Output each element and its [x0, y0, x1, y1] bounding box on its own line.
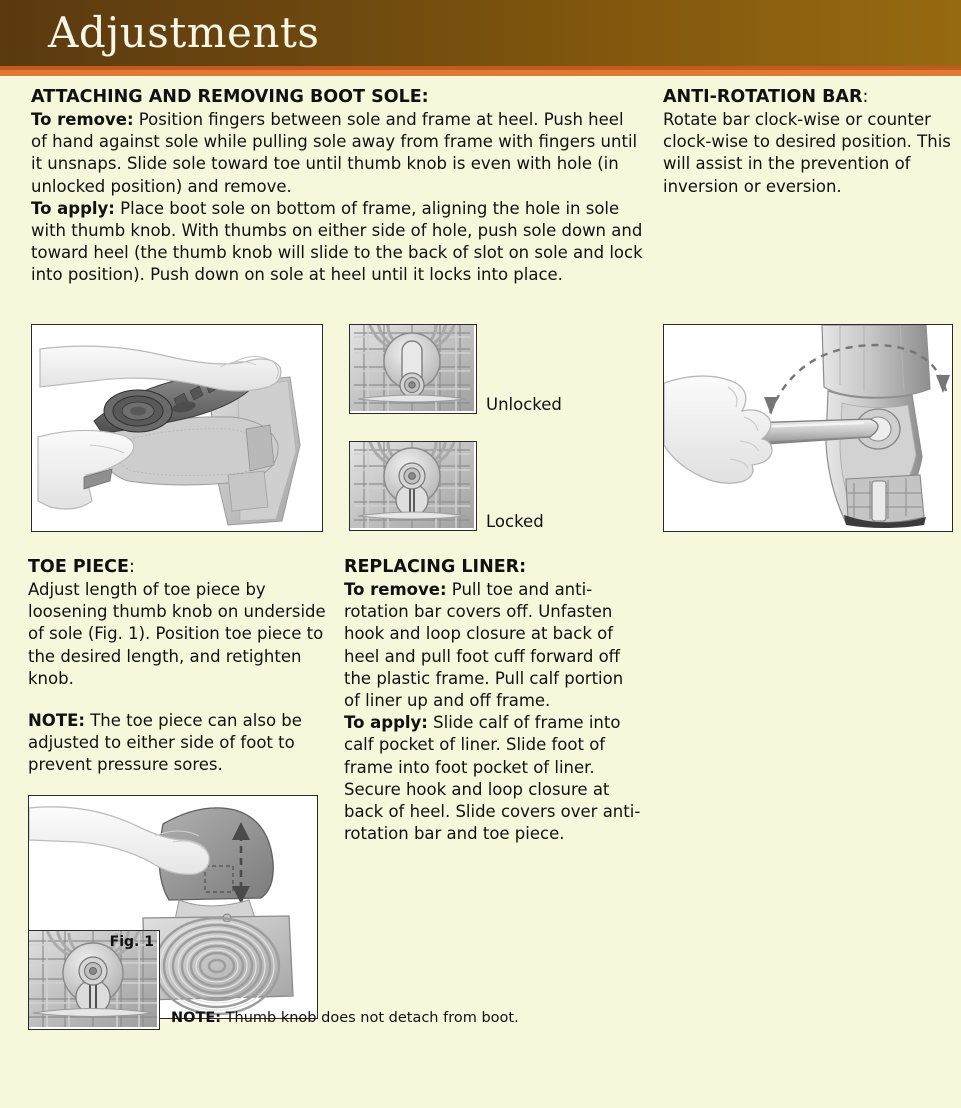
replacing-liner-remove-paragraph [344, 579, 644, 712]
replacing-liner-remove-label: To remove: [344, 580, 447, 599]
replacing-liner-apply-text: Slide calf of frame into calf pocket of liner. Slide foot of frame into foot pocket of liner. Secure hook and loop closure at back of heel. Slide covers over anti-rotation bar and toe piece. [344, 713, 641, 844]
anti-rotation-heading [663, 86, 951, 108]
anti-rotation-heading-bold: ANTI-ROTATION BAR [663, 87, 863, 107]
figure-label-fig1: Fig. 1 [109, 934, 154, 950]
page-title: Adjustments [48, 8, 320, 57]
note-thumb-knob [171, 1009, 671, 1028]
section-replacing-liner [344, 556, 644, 845]
boot-sole-remove-label: To remove: [31, 110, 134, 129]
replacing-liner-apply-label: To apply: [344, 713, 428, 733]
boot-sole-apply-text: Place boot sole on bottom of frame, aligning the hole in sole with thumb knob. With thumbs on either side of hole, push sole down and toward heel (the thumb knob will slide to the back of slot on sole and lock into position). Push down on sole at heel until it locks into place. [31, 198, 643, 285]
toe-piece-text: Adjust length of toe piece by loosening thumb knob on underside of sole (Fig. 1). Position toe piece to the desired length, and retighten knob. [28, 580, 326, 688]
boot-sole-apply-paragraph [31, 198, 643, 287]
figure-removing-boot-sole [31, 324, 323, 532]
toe-piece-heading [28, 556, 328, 578]
replacing-liner-heading: REPLACING LINER: [344, 557, 527, 577]
thumb-knob-unlocked-illustration [350, 325, 474, 411]
toe-piece-note-label: NOTE: [28, 711, 85, 731]
note-thumb-knob-label: NOTE: [171, 1010, 222, 1026]
toe-piece-spacer [28, 690, 328, 710]
caption-unlocked: Unlocked [486, 395, 562, 414]
figure-thumb-knob-locked [349, 441, 477, 531]
figure-thumb-knob-unlocked [349, 324, 477, 414]
anti-rotation-text: Rotate bar clock-wise or counter clock-wise to desired position. This will assist in the prevention of inversion or eversion. [663, 110, 951, 196]
toe-piece-note-paragraph [28, 710, 328, 777]
section-toe-piece [28, 556, 328, 777]
caption-locked: Locked [486, 512, 544, 531]
thumb-knob-locked-illustration [350, 442, 474, 528]
toe-piece-note-text: The toe piece can also be adjusted to either side of foot to prevent pressure sores. [28, 711, 302, 775]
note-thumb-knob-text: Thumb knob does not detach from boot. [221, 1010, 519, 1026]
anti-rotation-bar-illustration [664, 325, 950, 529]
anti-rotation-heading-colon: : [862, 87, 869, 107]
boot-sole-apply-label: To apply: [31, 198, 115, 218]
boot-sole-remove-text: Position fingers between sole and frame at heel. Push heel of hand against sole while pulling sole away from frame with fingers until it unsnaps. Slide sole toward toe until thumb knob is even with hole (in unlocked position) and remove. [31, 110, 638, 196]
boot-sole-remove-paragraph [31, 109, 643, 198]
removing-boot-sole-illustration [32, 325, 320, 529]
toe-piece-heading-colon: : [128, 557, 135, 577]
figure-anti-rotation-bar [663, 324, 953, 532]
section-attaching-removing-boot-sole [31, 86, 643, 287]
toe-piece-heading-bold: TOE PIECE [28, 557, 129, 577]
section-anti-rotation-bar [663, 86, 951, 198]
header-accent-bar [0, 70, 961, 76]
replacing-liner-remove-text: Pull toe and anti-rotation bar covers off. Unfasten hook and loop closure at back of heel and pull foot cuff forward off the plastic frame. Pull calf portion of liner up and off frame. [344, 580, 624, 711]
figure-inset-fig1 [28, 930, 160, 1030]
replacing-liner-apply-paragraph [344, 712, 644, 845]
boot-sole-heading: ATTACHING AND REMOVING BOOT SOLE: [31, 87, 429, 107]
